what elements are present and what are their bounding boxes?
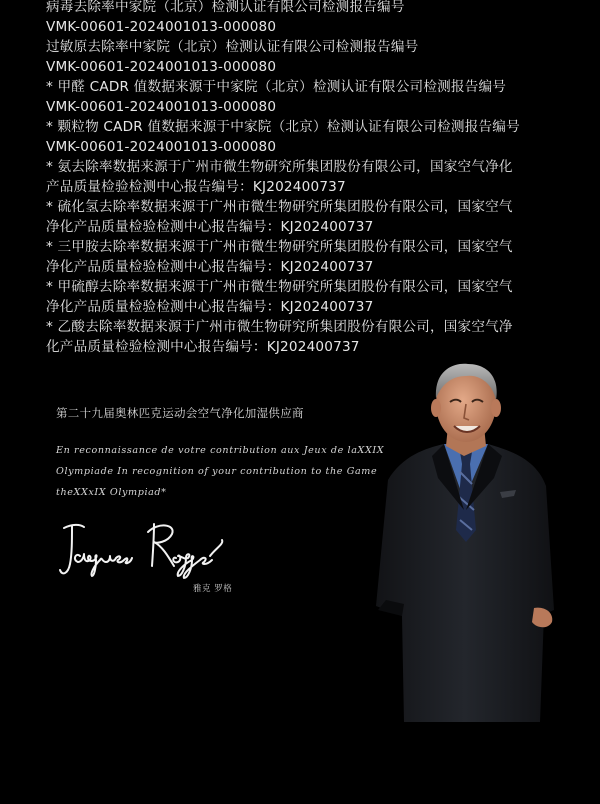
report-note-line: * 甲硫醇去除率数据来源于广州市微生物研究所集团股份有限公司，国家空气 — [46, 279, 513, 295]
signature-graphic — [58, 516, 228, 582]
report-note-line: VMK-00601-2024001013-000080 — [46, 19, 277, 35]
tribute-line: En reconnaissance de votre contribution aux Jeux de laXXIX — [56, 445, 385, 456]
report-note-line: * 氨去除率数据来源于广州市微生物研究所集团股份有限公司，国家空气净化 — [46, 159, 513, 175]
tribute-line: Olympiade In recognition of your contribution to the Game — [56, 466, 378, 477]
report-note-line: * 三甲胺去除率数据来源于广州市微生物研究所集团股份有限公司，国家空气 — [46, 239, 513, 255]
report-note-line: 化产品质量检验检测中心报告编号：KJ202400737 — [46, 339, 360, 355]
signer-name: 雅克 罗格 — [193, 584, 233, 594]
report-note-line: 过敏原去除率中家院（北京）检测认证有限公司检测报告编号 — [46, 39, 419, 55]
report-note-line: * 乙酸去除率数据来源于广州市微生物研究所集团股份有限公司，国家空气净 — [46, 319, 513, 335]
handwritten-signature — [58, 516, 228, 586]
test-report-notes — [46, 0, 566, 357]
report-note-line: 净化产品质量检验检测中心报告编号：KJ202400737 — [46, 299, 374, 315]
tribute-line: theXXxIX Olympiad* — [56, 487, 167, 498]
report-note-line: VMK-00601-2024001013-000080 — [46, 59, 277, 75]
report-note-line: 产品质量检验检测中心报告编号：KJ202400737 — [46, 179, 346, 195]
report-note-line: VMK-00601-2024001013-000080 — [46, 139, 277, 155]
report-note-line: * 颗粒物 CADR 值数据来源于中家院（北京）检测认证有限公司检测报告编号 — [46, 119, 520, 135]
report-note-line: 净化产品质量检验检测中心报告编号：KJ202400737 — [46, 259, 374, 275]
report-note-line: * 甲醛 CADR 值数据来源于中家院（北京）检测认证有限公司检测报告编号 — [46, 79, 507, 95]
report-note-line: VMK-00601-2024001013-000080 — [46, 99, 277, 115]
tribute-message — [56, 440, 416, 503]
report-note-line: * 硫化氢去除率数据来源于广州市微生物研究所集团股份有限公司，国家空气 — [46, 199, 513, 215]
olympic-supplier-title: 第二十九届奥林匹克运动会空气净化加湿供应商 — [56, 406, 304, 420]
portrait-photo — [368, 360, 558, 726]
report-note-line: 病毒去除率中家院（北京）检测认证有限公司检测报告编号 — [46, 0, 405, 15]
portrait-illustration — [368, 360, 558, 722]
report-note-line: 净化产品质量检验检测中心报告编号：KJ202400737 — [46, 219, 374, 235]
